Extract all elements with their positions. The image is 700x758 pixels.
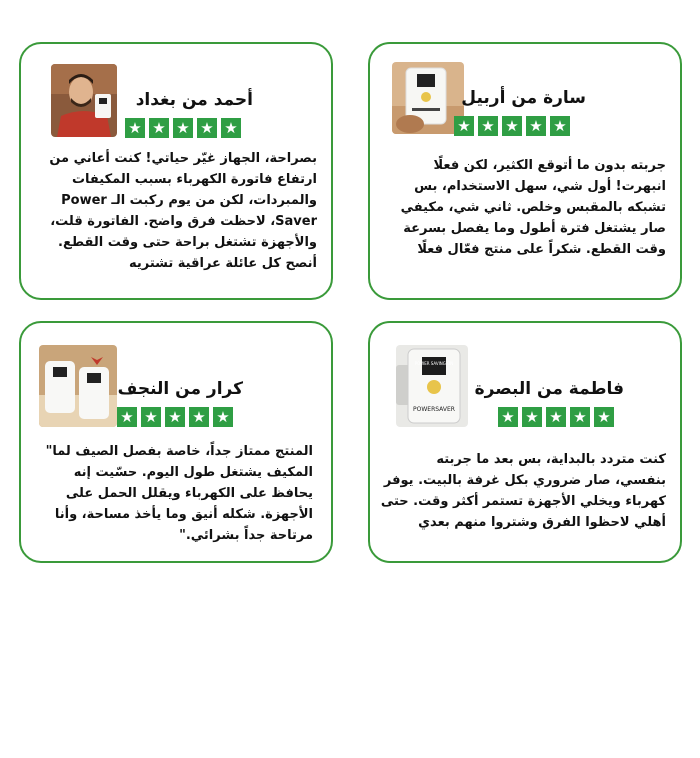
product-photo (39, 345, 117, 427)
device-screen-text: POWER SAVING ON (414, 361, 454, 366)
review-text (381, 449, 666, 533)
star-icon: ★ (141, 407, 161, 427)
star-icon: ★ (454, 116, 474, 136)
star-icon: ★ (117, 407, 137, 427)
star-icon: ★ (197, 118, 217, 138)
review-text (49, 148, 317, 274)
review-line: المكيف يشتغل طول اليوم. حسّيت إنه (73, 465, 313, 480)
reviewer-name: كرار من النجف (117, 379, 243, 399)
star-icon: ★ (221, 118, 241, 138)
star-icon: ★ (594, 407, 614, 427)
review-line: بنفسي، صار ضروري بكل غرفة بالبيت. يوفر (383, 473, 666, 488)
reviewer-name: أحمد من بغداد (135, 90, 253, 110)
review-line: Saver، لاحظت فرق واضح. الفاتورة قلت، (50, 214, 317, 229)
star-icon: ★ (546, 407, 566, 427)
review-line: والمبردات، لكن من يوم ركبت الـ Power (61, 193, 317, 208)
review-line: ارتفاع فاتورة الكهرباء بسبب المكيفات (71, 172, 317, 187)
testimonial-card-sara (368, 42, 682, 300)
review-line: الأجهزة. شكله أنيق وما يأخذ مساحة، وأنا (54, 507, 313, 522)
review-line: جربته بدون ما أتوقع الكثير، لكن فعلًا (433, 158, 666, 173)
star-icon: ★ (173, 118, 193, 138)
review-line: انبهرت! أول شي، سهل الاستخدام، بس (414, 179, 666, 194)
device-brand-text: POWERSAVER (413, 406, 455, 413)
star-icon: ★ (502, 116, 522, 136)
rating-stars (498, 407, 614, 427)
review-line: وقت القطع. شكراً على منتج فعّال فعلًا (417, 242, 666, 257)
review-line: كنت متردد بالبداية، بس بعد ما جربته (436, 452, 666, 467)
review-line: كهرباء ويخلي الأجهزة تستمر أكثر وقت. حتى (380, 494, 666, 509)
star-icon: ★ (550, 116, 570, 136)
rating-stars (125, 118, 241, 138)
star-icon: ★ (526, 116, 546, 136)
testimonial-card-karrar (19, 321, 333, 563)
review-line: مرتاحة جداً بشرائي." (179, 528, 313, 543)
reviewer-name: فاطمة من البصرة (474, 379, 624, 399)
review-line: المنتج ممتاز جداً، خاصة بفصل الصيف لما" (45, 444, 313, 459)
star-icon: ★ (522, 407, 542, 427)
review-line: بصراحة، الجهاز غيّر حياتي! كنت أعاني من (49, 151, 317, 166)
review-line: صار يشتغل فترة أطول وما يفصل بسرعة (403, 221, 666, 236)
rating-stars (117, 407, 233, 427)
star-icon: ★ (149, 118, 169, 138)
review-text (401, 155, 666, 260)
rating-stars (454, 116, 570, 136)
star-icon: ★ (498, 407, 518, 427)
star-icon: ★ (165, 407, 185, 427)
review-line: يحافظ على الكهرباء ويقلل الحمل على (65, 486, 313, 501)
reviewer-photo (51, 64, 117, 137)
star-icon: ★ (189, 407, 209, 427)
review-line: أنصح كل عائلة عراقية تشتريه (128, 256, 317, 271)
star-icon: ★ (570, 407, 590, 427)
testimonial-card-fatima (368, 321, 682, 563)
review-line: أهلي لاحظوا الفرق وشتروا منهم بعدي (418, 515, 666, 530)
review-text (46, 441, 313, 546)
review-line: والأجهزة تشتغل براحة حتى وقت القطع. (58, 235, 317, 250)
review-line: تشبكه بالمقبس وخلص. ثاني شي، مكيفي (400, 200, 666, 215)
star-icon: ★ (213, 407, 233, 427)
testimonial-card-ahmed (19, 42, 333, 300)
product-photo (396, 345, 468, 427)
reviewer-name: سارة من أربيل (461, 88, 586, 108)
star-icon: ★ (478, 116, 498, 136)
star-icon: ★ (125, 118, 145, 138)
